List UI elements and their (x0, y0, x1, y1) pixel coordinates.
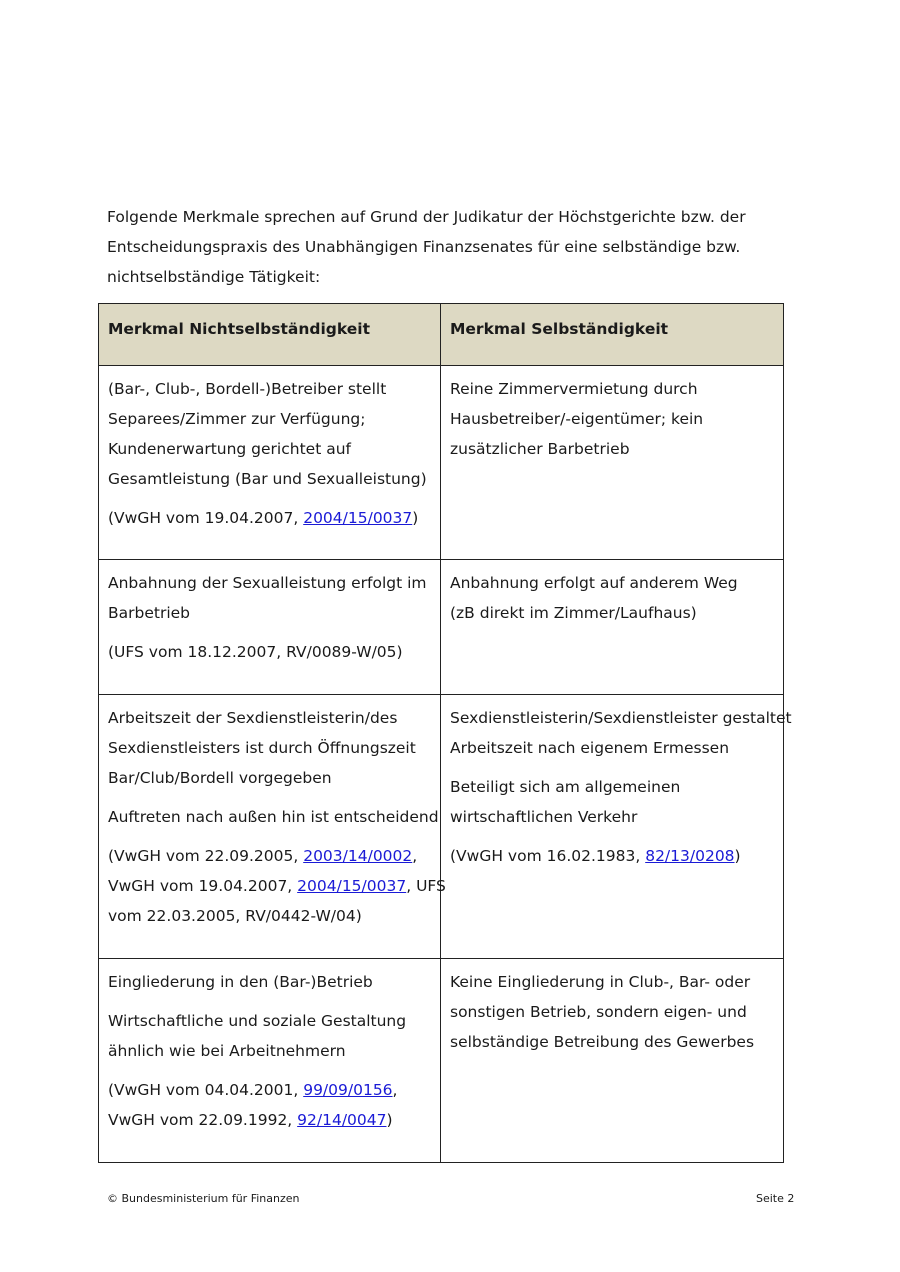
text-line: Sexdienstleisterin/Sexdienstleister gestaltet (450, 709, 792, 727)
citation-text: VwGH vom 22.09.1992, (108, 1111, 298, 1129)
text-line: Wirtschaftliche und soziale Gestaltung (108, 1012, 407, 1030)
criterion-text (108, 568, 432, 628)
citation-text: VwGH vom 19.04.2007, (108, 877, 298, 895)
table-header-row (99, 304, 784, 366)
intro-paragraph (107, 202, 747, 292)
text-line: Separees/Zimmer zur Verfügung; (108, 410, 366, 428)
criterion-text (450, 568, 775, 628)
text-line: zusätzlicher Barbetrieb (450, 440, 630, 458)
citation-text: (UFS vom 18.12.2007, RV/0089-W/05) (108, 643, 403, 661)
citation-text: (VwGH vom 22.09.2005, (108, 847, 304, 865)
text-line: Anbahnung erfolgt auf anderem Weg (450, 574, 738, 592)
text-line: Anbahnung der Sexualleistung erfolgt im (108, 574, 427, 592)
table-row (99, 366, 784, 560)
text-line: ähnlich wie bei Arbeitnehmern (108, 1042, 346, 1060)
citation-text: (VwGH vom 04.04.2001, (108, 1081, 304, 1099)
case-link[interactable]: 2004/15/0037 (297, 877, 407, 895)
intro-line: Entscheidungspraxis des Unabhängigen Finanzsenates für eine selbständige bzw. (107, 238, 741, 256)
criterion-text (450, 703, 792, 763)
intro-line: Folgende Merkmale sprechen auf Grund der Judikatur der Höchstgerichte bzw. der (107, 208, 746, 226)
citation (450, 841, 775, 871)
text-line: Sexdienstleisters ist durch Öffnungszeit (108, 739, 416, 757)
case-link[interactable]: 2004/15/0037 (303, 509, 413, 527)
footer-copyright: © Bundesministerium für Finanzen (107, 1192, 300, 1205)
text-line: sonstigen Betrieb, sondern eigen- und (450, 1003, 747, 1021)
cell-selbstaendig (441, 959, 784, 1163)
header-selbstaendigkeit: Merkmal Selbständigkeit (441, 304, 784, 366)
text-line: Arbeitszeit nach eigenem Ermessen (450, 739, 730, 757)
citation-text: ) (412, 509, 419, 527)
text-line: wirtschaftlichen Verkehr (450, 808, 638, 826)
text-line: Gesamtleistung (Bar und Sexualleistung) (108, 470, 427, 488)
table-row (99, 959, 784, 1163)
citation-text: ) (734, 847, 741, 865)
citation-text: (VwGH vom 19.04.2007, (108, 509, 304, 527)
text-line: Reine Zimmervermietung durch (450, 380, 698, 398)
case-link[interactable]: 99/09/0156 (303, 1081, 393, 1099)
text-line: Kundenerwartung gerichtet auf (108, 440, 351, 458)
citation-text: (VwGH vom 16.02.1983, (450, 847, 646, 865)
merkmale-table (98, 303, 792, 1163)
text-line: (Bar-, Club-, Bordell-)Betreiber stellt (108, 380, 387, 398)
cell-nichtselbstaendig (99, 366, 441, 560)
intro-line: nichtselbständige Tätigkeit: (107, 268, 321, 286)
criterion-text (450, 967, 775, 1057)
footer-page-number: Seite 2 (756, 1192, 795, 1205)
text-line: Hausbetreiber/-eigentümer; kein (450, 410, 704, 428)
criterion-text (450, 772, 775, 832)
table-row (99, 560, 784, 695)
criterion-text (108, 802, 439, 832)
citation (108, 503, 432, 533)
text-line: Barbetrieb (108, 604, 191, 622)
citation (108, 1075, 432, 1135)
cell-selbstaendig (441, 560, 784, 695)
cell-nichtselbstaendig (99, 695, 446, 959)
citation-text: vom 22.03.2005, RV/0442-W/04) (108, 907, 362, 925)
table-row (99, 695, 784, 959)
cell-selbstaendig (441, 695, 792, 959)
citation-text: , (412, 847, 418, 865)
cell-nichtselbstaendig (99, 560, 441, 695)
case-link[interactable]: 92/14/0047 (297, 1111, 387, 1129)
criterion-text (108, 374, 432, 494)
citation (108, 841, 446, 931)
criterion-text (450, 374, 775, 464)
text-line: Beteiligt sich am allgemeinen (450, 778, 681, 796)
text-line: Keine Eingliederung in Club-, Bar- oder (450, 973, 751, 991)
case-link[interactable]: 2003/14/0002 (303, 847, 413, 865)
citation-text: , UFS (406, 877, 446, 895)
citation-text: ) (386, 1111, 393, 1129)
text-line: Bar/Club/Bordell vorgegeben (108, 769, 332, 787)
text-line: selbständige Betreibung des Gewerbes (450, 1033, 755, 1051)
cell-selbstaendig (441, 366, 784, 560)
header-nichtselbstaendigkeit: Merkmal Nichtselbständigkeit (99, 304, 441, 366)
text-line: Auftreten nach außen hin ist entscheidend (108, 808, 439, 826)
citation (108, 637, 432, 667)
citation-text: , (392, 1081, 398, 1099)
text-line: Eingliederung in den (Bar-)Betrieb (108, 973, 373, 991)
criterion-text (108, 703, 432, 793)
cell-nichtselbstaendig (99, 959, 441, 1163)
criterion-text (108, 1006, 432, 1066)
text-line: Arbeitszeit der Sexdienstleisterin/des (108, 709, 398, 727)
text-line: (zB direkt im Zimmer/Laufhaus) (450, 604, 697, 622)
criterion-text (108, 967, 432, 997)
case-link[interactable]: 82/13/0208 (645, 847, 735, 865)
